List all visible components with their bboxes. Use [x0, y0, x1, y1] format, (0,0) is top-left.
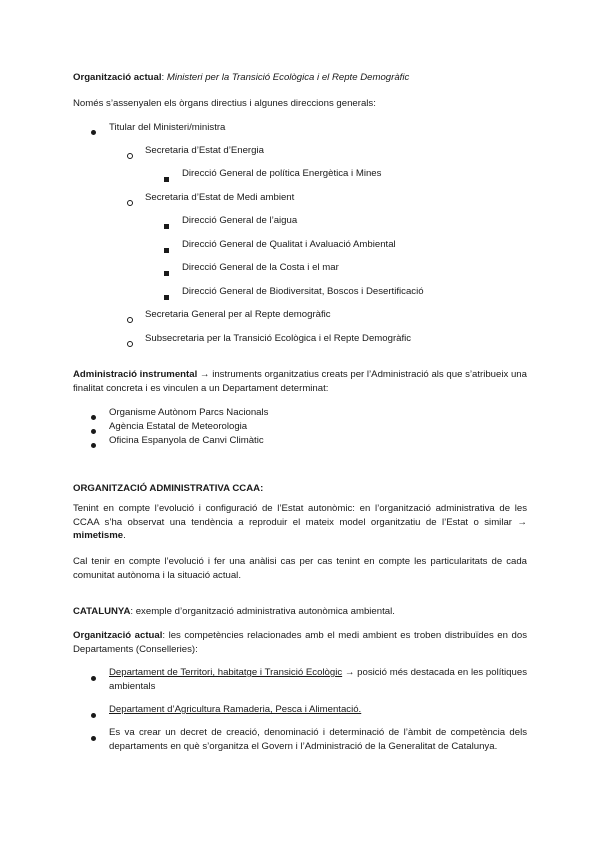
- section-heading-ccaa: ORGANITZACIÓ ADMINISTRATIVA CCAA:: [73, 483, 264, 494]
- bullet-dot-icon: [91, 672, 96, 685]
- list-item: Agència Estatal de Meteorologia: [109, 421, 248, 432]
- bullet-circle-icon: [127, 338, 133, 351]
- ccaa-paragraph-2: Cal tenir en compte l’evolució i fer una anàlisi cas per cas tenint en compte les particularitats de cada comunitat autònoma i la situació actual.: [73, 556, 527, 581]
- list-item-level3: Direcció General de política Energètica i Mines: [182, 168, 382, 179]
- list-item: Organisme Autònom Parcs Nacionals: [109, 407, 269, 418]
- intro-text: Només s’assenyalen els òrgans directius i algunes direccions generals:: [73, 98, 376, 109]
- list-item-level2: Secretaria d’Estat d’Energia: [145, 145, 264, 156]
- list-item-level2: Subsecretaria per la Transició Ecològica i el Repte Demogràfic: [145, 333, 412, 344]
- bullet-square-icon: [164, 267, 169, 280]
- list-item-level2: Secretaria General per al Repte demogràfic: [145, 309, 331, 320]
- bullet-dot-icon: [91, 425, 96, 438]
- list-item-level1: Titular del Ministeri/ministra: [109, 122, 226, 133]
- section-heading-organitzacio: Organització actual: Ministeri per la Transició Ecològica i el Repte Demogràfic: [73, 72, 410, 83]
- list-item: Departament d’Agricultura Ramaderia, Pesca i Alimentació.: [109, 704, 362, 715]
- list-item: Departament de Territori, habitatge i Transició Ecològic → posició més destacada en les polítiques ambientals: [109, 667, 527, 692]
- list-item-level3: Direcció General de l’aigua: [182, 215, 298, 226]
- bullet-dot-icon: [91, 439, 96, 452]
- bullet-dot-icon: [91, 411, 96, 424]
- bullet-square-icon: [164, 220, 169, 233]
- list-item: Oficina Espanyola de Canvi Climàtic: [109, 435, 264, 446]
- list-item-level2: Secretaria d’Estat de Medi ambient: [145, 192, 295, 203]
- bullet-square-icon: [164, 244, 169, 257]
- list-item-level3: Direcció General de Qualitat i Avaluació Ambiental: [182, 239, 396, 250]
- ccaa-paragraph-1: Tenint en compte l’evolució i configuració de l’Estat autonòmic: en l’organització administrativa de les CCAA s’ha observat una tendència a reproduir el mateix model organitzatiu de l’Estat o similar → mimetisme.: [73, 503, 527, 542]
- list-item-level3: Direcció General de Biodiversitat, Boscos i Desertificació: [182, 286, 424, 297]
- bullet-dot-icon: [91, 126, 96, 139]
- list-item-level3: Direcció General de la Costa i el mar: [182, 262, 339, 273]
- bullet-square-icon: [164, 291, 169, 304]
- bullet-dot-icon: [91, 709, 96, 722]
- administracio-instrumental-paragraph: Administració instrumental → instruments organitzatius creats per l’Administració als que s’atribueix una finalitat concreta i es vinculen a un Departament determinat:: [73, 369, 527, 394]
- bullet-square-icon: [164, 173, 169, 186]
- list-item: Es va crear un decret de creació, denominació i determinació de l’àmbit de competència dels departaments en què s’organitza el Govern i l’Administració de la Generalitat de Catalunya.: [109, 727, 527, 752]
- organitzacio-actual-paragraph: Organització actual: les competències relacionades amb el medi ambient es troben distribuïdes en dos Departaments (Conselleries):: [73, 630, 527, 655]
- bullet-circle-icon: [127, 197, 133, 210]
- bullet-circle-icon: [127, 150, 133, 163]
- bullet-circle-icon: [127, 314, 133, 327]
- bullet-dot-icon: [91, 732, 96, 745]
- section-heading-catalunya: CATALUNYA: exemple d’organització administrativa autonòmica ambiental.: [73, 606, 395, 617]
